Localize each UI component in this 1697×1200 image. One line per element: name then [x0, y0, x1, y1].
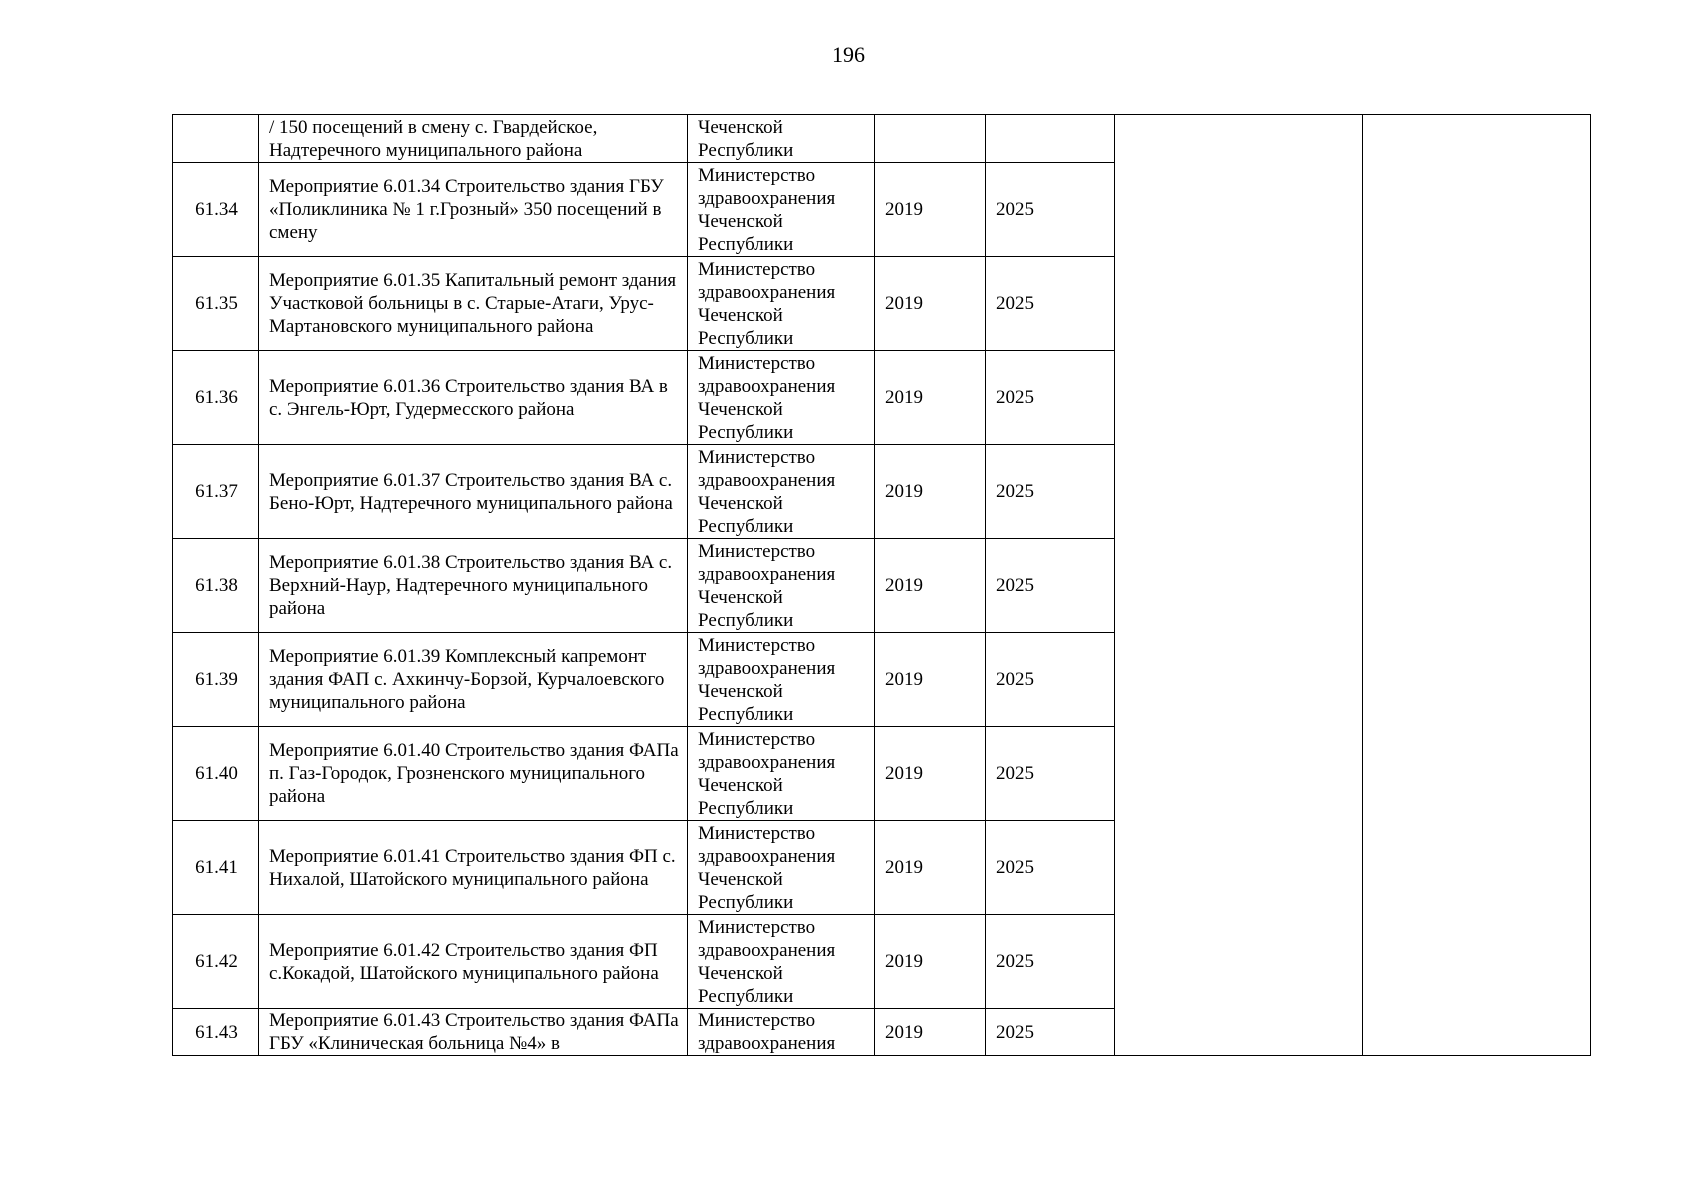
table-row — [173, 115, 1591, 163]
measure-text: Мероприятие 6.01.43 Строительство здания ФАПа ГБУ «Клиническая больница №4» в — [259, 1009, 688, 1056]
start-year: 2019 — [875, 445, 986, 539]
measure-text: Мероприятие 6.01.36 Строительство здания ВА в с. Энгель-Юрт, Гудермесского района — [259, 351, 688, 445]
row-number: 61.40 — [173, 727, 259, 821]
responsible-org: Министерство здравоохранения Чеченской Республики — [688, 727, 875, 821]
row-number: 61.34 — [173, 163, 259, 257]
measure-text: Мероприятие 6.01.34 Строительство здания ГБУ «Поликлиника № 1 г.Грозный» 350 посещений в смену — [259, 163, 688, 257]
measure-text: / 150 посещений в смену с. Гвардейское, Надтеречного муниципального района — [259, 115, 688, 163]
start-year: 2019 — [875, 257, 986, 351]
measure-text: Мероприятие 6.01.38 Строительство здания ВА с. Верхний-Наур, Надтеречного муниципального района — [259, 539, 688, 633]
measure-text: Мероприятие 6.01.37 Строительство здания ВА с. Бено-Юрт, Надтеречного муниципального района — [259, 445, 688, 539]
end-year: 2025 — [986, 257, 1115, 351]
start-year — [875, 115, 986, 163]
measures-table — [172, 114, 1591, 1056]
start-year: 2019 — [875, 539, 986, 633]
end-year: 2025 — [986, 445, 1115, 539]
row-number: 61.43 — [173, 1009, 259, 1056]
end-year: 2025 — [986, 539, 1115, 633]
end-year: 2025 — [986, 821, 1115, 915]
row-number — [173, 115, 259, 163]
start-year: 2019 — [875, 351, 986, 445]
end-year: 2025 — [986, 351, 1115, 445]
measure-text: Мероприятие 6.01.41 Строительство здания ФП с. Нихалой, Шатойского муниципального района — [259, 821, 688, 915]
end-year: 2025 — [986, 633, 1115, 727]
row-number: 61.38 — [173, 539, 259, 633]
end-year: 2025 — [986, 163, 1115, 257]
responsible-org: Министерство здравоохранения Чеченской Республики — [688, 633, 875, 727]
start-year: 2019 — [875, 1009, 986, 1056]
page-number: 196 — [832, 42, 865, 67]
measure-text: Мероприятие 6.01.42 Строительство здания ФП с.Кокадой, Шатойского муниципального района — [259, 915, 688, 1009]
end-year: 2025 — [986, 915, 1115, 1009]
row-number: 61.42 — [173, 915, 259, 1009]
end-year: 2025 — [986, 727, 1115, 821]
measure-text: Мероприятие 6.01.39 Комплексный капремонт здания ФАП с. Ахкинчу-Борзой, Курчалоевского муниципального района — [259, 633, 688, 727]
start-year: 2019 — [875, 163, 986, 257]
responsible-org: Министерство здравоохранения Чеченской Республики — [688, 257, 875, 351]
responsible-org: Министерство здравоохранения Чеченской Республики — [688, 445, 875, 539]
responsible-org: Министерство здравоохранения Чеченской Республики — [688, 163, 875, 257]
start-year: 2019 — [875, 727, 986, 821]
responsible-org: Министерство здравоохранения Чеченской Республики — [688, 351, 875, 445]
start-year: 2019 — [875, 633, 986, 727]
measure-text: Мероприятие 6.01.35 Капитальный ремонт здания Участковой больницы в с. Старые-Атаги, Урус-Мартановского муниципального района — [259, 257, 688, 351]
merged-empty-cell — [1363, 115, 1591, 1056]
end-year: 2025 — [986, 1009, 1115, 1056]
start-year: 2019 — [875, 821, 986, 915]
row-number: 61.36 — [173, 351, 259, 445]
merged-empty-cell — [1115, 115, 1363, 1056]
row-number: 61.37 — [173, 445, 259, 539]
responsible-org: Министерство здравоохранения Чеченской Республики — [688, 821, 875, 915]
responsible-org: Министерство здравоохранения Чеченской Республики — [688, 539, 875, 633]
measure-text: Мероприятие 6.01.40 Строительство здания ФАПа п. Газ-Городок, Грозненского муниципального района — [259, 727, 688, 821]
end-year — [986, 115, 1115, 163]
responsible-org: Министерство здравоохранения Чеченской Республики — [688, 915, 875, 1009]
responsible-org: Министерство здравоохранения — [688, 1009, 875, 1056]
row-number: 61.39 — [173, 633, 259, 727]
responsible-org: Чеченской Республики — [688, 115, 875, 163]
start-year: 2019 — [875, 915, 986, 1009]
row-number: 61.41 — [173, 821, 259, 915]
row-number: 61.35 — [173, 257, 259, 351]
